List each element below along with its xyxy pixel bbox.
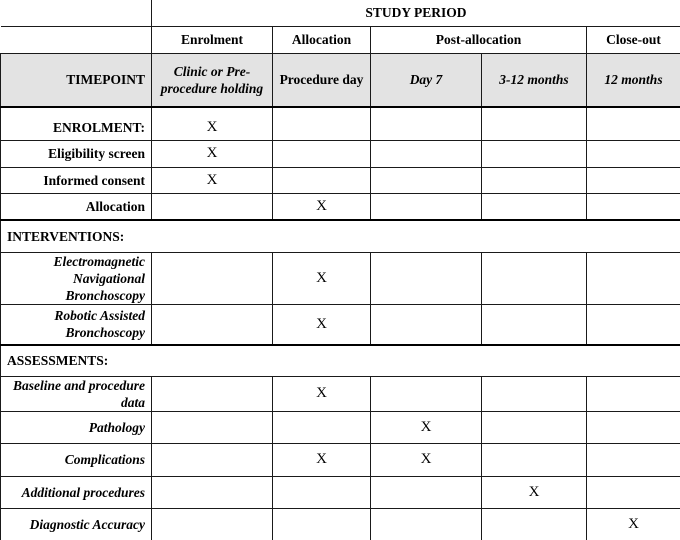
timepoint-3-12-months: 3-12 months — [482, 53, 587, 107]
phase-corner-cell — [1, 26, 152, 53]
table-row — [1, 443, 680, 476]
timepoint-day-7: Day 7 — [371, 53, 482, 107]
row-label: Robotic Assisted Bronchoscopy — [1, 304, 152, 345]
section-title-interventions: INTERVENTIONS: — [1, 220, 152, 252]
timepoint-label: TIMEPOINT — [1, 53, 152, 107]
table-row — [1, 376, 680, 411]
table-row — [1, 411, 680, 443]
section-title-enrolment: ENROLMENT: — [1, 115, 152, 140]
table-row — [1, 252, 680, 304]
row-label: Baseline and procedure data — [1, 376, 152, 411]
row-label: Pathology — [1, 411, 152, 443]
row-label: Additional procedures — [1, 476, 152, 508]
row-label: Informed consent — [1, 167, 152, 193]
phase-enrolment: Enrolment — [152, 26, 273, 53]
row-label: Diagnostic Accuracy — [1, 508, 152, 540]
row-label: Electromagnetic Navigational Bronchoscopy — [1, 252, 152, 304]
phase-allocation: Allocation — [273, 26, 371, 53]
table-row — [1, 508, 680, 540]
mark-cell: X — [371, 443, 482, 476]
timepoint-clinic: Clinic or Pre-procedure holding — [152, 53, 273, 107]
timepoint-row — [1, 53, 680, 107]
table-row — [1, 140, 680, 167]
timepoint-procedure-day: Procedure day — [273, 53, 371, 107]
table-row — [1, 167, 680, 193]
mark-cell: X — [152, 115, 273, 140]
mark-cell: X — [587, 508, 680, 540]
table-row — [1, 304, 680, 345]
phase-row — [1, 26, 680, 53]
mark-cell: X — [273, 252, 371, 304]
row-label: Allocation — [1, 193, 152, 220]
table-row — [1, 115, 680, 140]
mark-cell: X — [152, 167, 273, 193]
phase-post-allocation: Post-allocation — [371, 26, 587, 53]
study-period-header: STUDY PERIOD — [152, 0, 680, 26]
section-title-assessments: ASSESSMENTS: — [1, 345, 152, 376]
table-row — [1, 345, 680, 376]
table-row — [1, 220, 680, 252]
spacer-row — [1, 107, 680, 115]
mark-cell: X — [273, 376, 371, 411]
mark-cell: X — [273, 304, 371, 345]
mark-cell: X — [273, 193, 371, 220]
table-row — [1, 476, 680, 508]
mark-cell: X — [152, 140, 273, 167]
mark-cell: X — [371, 411, 482, 443]
row-label: Complications — [1, 443, 152, 476]
mark-cell: X — [482, 476, 587, 508]
corner-cell — [1, 0, 152, 26]
study-period-row — [1, 0, 680, 26]
phase-close-out: Close-out — [587, 26, 680, 53]
mark-cell: X — [273, 443, 371, 476]
table-row — [1, 193, 680, 220]
row-label: Eligibility screen — [1, 140, 152, 167]
timepoint-12-months: 12 months — [587, 53, 680, 107]
